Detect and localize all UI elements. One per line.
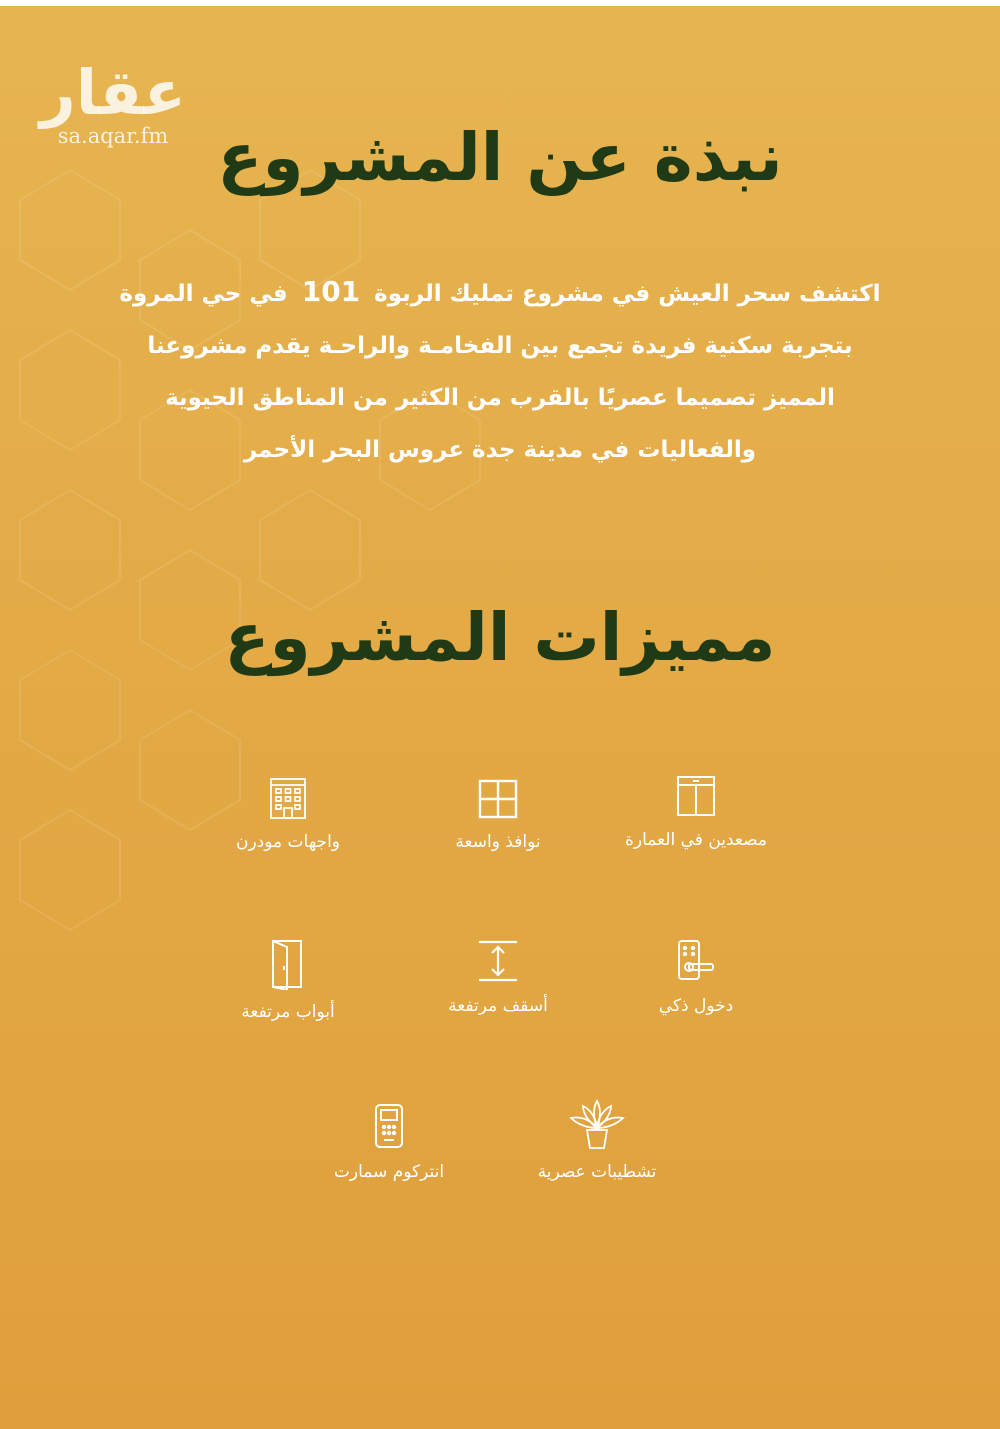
feature-label: انتركوم سمارت <box>333 1162 445 1182</box>
feature-label: أسقف مرتفعة <box>448 996 548 1016</box>
about-line-1 <box>100 266 900 320</box>
about-line-1-end: في حي المروة <box>119 281 288 307</box>
feature-label: أبواب مرتفعة <box>241 1002 335 1022</box>
feature-modern-finishes <box>487 1098 707 1184</box>
feature-elevators <box>586 774 806 852</box>
elevator-icon <box>674 774 718 818</box>
door-icon <box>265 938 311 990</box>
about-description <box>100 266 900 476</box>
feature-smart-entry <box>586 938 806 1018</box>
aqar-url: sa.aqar.fm <box>57 124 169 148</box>
project-number: 101 <box>301 275 361 308</box>
building-facade-icon <box>266 776 310 820</box>
feature-label: واجهات مودرن <box>235 832 341 852</box>
feature-high-doors <box>178 938 398 1024</box>
about-line-2: بتجربة سكنية فريدة تجمع بين الفخامـة والراحـة يقدم مشروعنا <box>147 333 853 359</box>
feature-windows <box>388 778 608 854</box>
feature-modern-facades <box>178 776 398 854</box>
about-line-1-start: اكتشف سحر العيش في مشروع تمليك الربوة <box>374 281 881 307</box>
feature-high-ceilings <box>388 938 608 1018</box>
plant-icon <box>567 1098 627 1150</box>
feature-smart-intercom <box>279 1102 499 1184</box>
feature-label: نوافذ واسعة <box>455 832 541 852</box>
feature-label: مصعدين في العمارة <box>625 830 767 850</box>
intercom-icon <box>369 1102 409 1150</box>
smart-lock-icon <box>673 938 719 984</box>
aqar-logo: عقار <box>40 56 186 129</box>
window-icon <box>477 778 519 820</box>
about-title: نبذة عن المشروع <box>217 119 783 196</box>
about-line-3: المميز تصميما عصريًا بالقرب من الكثير من المناطق الحيوية <box>165 385 835 411</box>
feature-label: دخول ذكي <box>658 996 734 1016</box>
features-title: مميزات المشروع <box>224 599 776 676</box>
about-line-4: والفعاليات في مدينة جدة عروس البحر الأحمر <box>243 437 757 463</box>
ceiling-height-icon <box>475 938 521 984</box>
feature-label: تشطيبات عصرية <box>537 1162 657 1182</box>
